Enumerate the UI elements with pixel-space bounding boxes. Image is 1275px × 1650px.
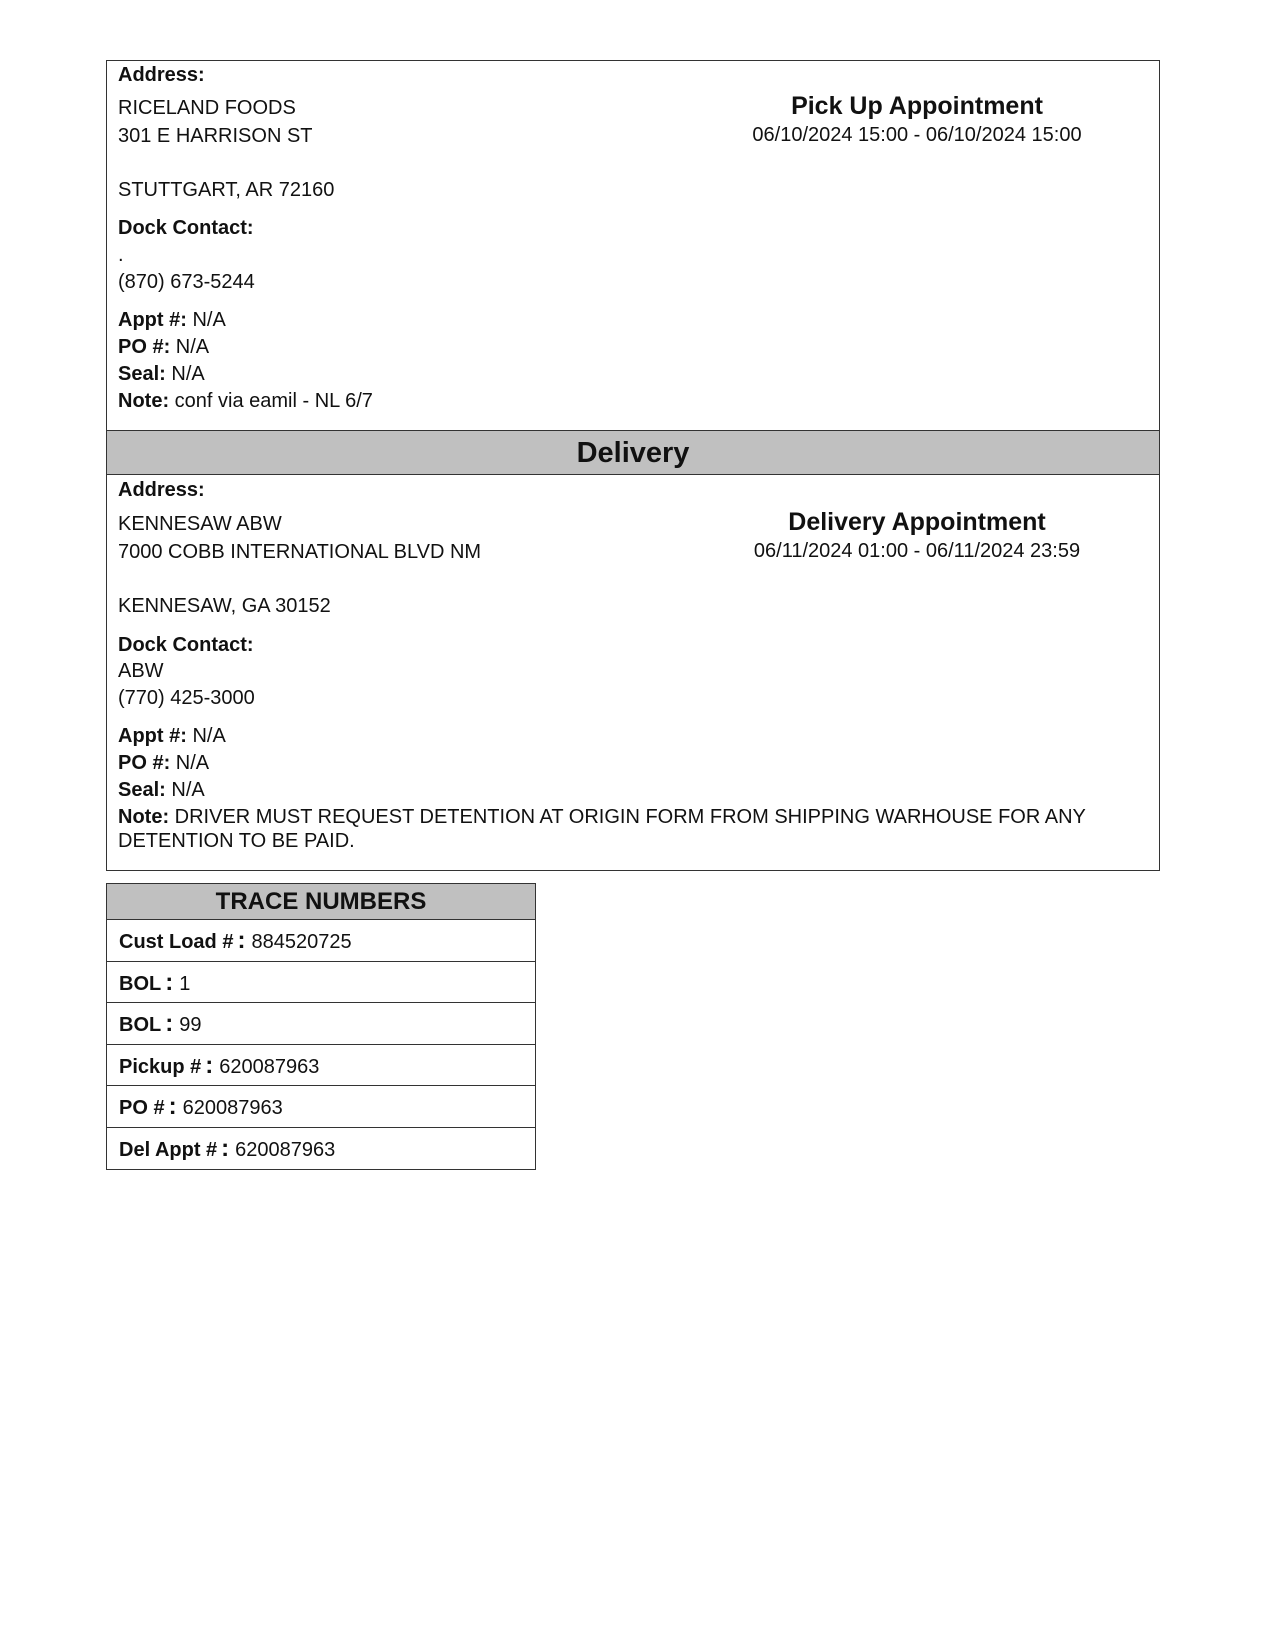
delivery-header: Delivery — [107, 431, 1159, 475]
delivery-name: KENNESAW ABW — [118, 513, 282, 535]
trace-numbers-header: TRACE NUMBERS — [107, 884, 535, 920]
pickup-dock-contact-name: . — [118, 244, 124, 266]
trace-value: 620087963 — [182, 1097, 283, 1119]
trace-row: PO # : 620087963 — [107, 1086, 535, 1128]
delivery-appt-number-label: Appt #: — [118, 725, 187, 747]
pickup-street: 301 E HARRISON ST — [118, 125, 313, 147]
pickup-seal — [118, 362, 205, 386]
delivery-note — [118, 805, 1148, 853]
delivery-appointment-time: 06/11/2024 01:00 - 06/11/2024 23:59 — [753, 540, 1081, 562]
delivery-note-value: DRIVER MUST REQUEST DETENTION AT ORIGIN FORM FROM SHIPPING WARHOUSE FOR ANY DETENTION TO BE PAID. — [118, 806, 1086, 852]
trace-label: BOL — [119, 1014, 162, 1036]
pickup-po-value: N/A — [170, 336, 210, 358]
pickup-appointment-title: Pick Up Appointment — [791, 92, 1043, 120]
trace-label: PO # — [119, 1097, 165, 1119]
delivery-dock-contact-name: ABW — [118, 660, 164, 682]
trace-value: 884520725 — [251, 931, 352, 953]
delivery-appt-number — [118, 724, 226, 748]
pickup-section — [106, 60, 1160, 432]
trace-value: 99 — [179, 1014, 202, 1036]
pickup-appt-number — [118, 308, 226, 332]
trace-label: BOL — [119, 972, 162, 995]
delivery-street: 7000 COBB INTERNATIONAL BLVD NM — [118, 541, 482, 563]
delivery-note-label: Note: — [118, 806, 170, 828]
pickup-appt-number-value: N/A — [186, 309, 226, 331]
pickup-note-label: Note: — [118, 390, 170, 412]
trace-row: Pickup # : 620087963 — [107, 1045, 535, 1087]
delivery-city: KENNESAW, GA 30152 — [118, 595, 331, 617]
trace-row: Cust Load # : 884520725 — [107, 920, 535, 962]
trace-row: BOL : 1 — [107, 962, 535, 1004]
pickup-seal-label: Seal: — [118, 363, 166, 385]
pickup-po-number — [118, 335, 209, 359]
delivery-address-label: Address: — [118, 479, 205, 501]
delivery-dock-contact-label: Dock Contact: — [118, 634, 254, 656]
trace-label: Del Appt # — [119, 1138, 218, 1161]
pickup-city: STUTTGART, AR 72160 — [118, 179, 335, 201]
pickup-appointment-time: 06/10/2024 15:00 - 06/10/2024 15:00 — [752, 124, 1082, 146]
trace-value: 620087963 — [219, 1055, 320, 1078]
pickup-note-value: conf via eamil - NL 6/7 — [169, 390, 373, 412]
trace-row: Del Appt # : 620087963 — [119, 1134, 336, 1162]
trace-value: 620087963 — [235, 1138, 336, 1161]
pickup-address-label: Address: — [118, 64, 205, 86]
delivery-po-label: PO #: — [118, 752, 171, 774]
delivery-seal-label: Seal: — [118, 779, 166, 801]
delivery-appointment-title: Delivery Appointment — [788, 508, 1046, 536]
delivery-dock-contact-phone: (770) 425-3000 — [118, 687, 255, 709]
pickup-dock-contact-phone: (870) 673-5244 — [118, 271, 255, 293]
delivery-appt-number-value: N/A — [186, 725, 226, 747]
delivery-po-number — [118, 751, 209, 775]
trace-row: BOL : 99 — [107, 1003, 535, 1045]
delivery-section — [106, 430, 1160, 871]
pickup-seal-value: N/A — [165, 363, 205, 385]
trace-label: Cust Load # — [119, 931, 234, 953]
pickup-po-label: PO #: — [118, 336, 171, 358]
delivery-po-value: N/A — [170, 752, 210, 774]
pickup-dock-contact-label: Dock Contact: — [118, 217, 254, 239]
trace-label: Pickup # — [119, 1055, 202, 1078]
delivery-seal — [118, 778, 205, 802]
trace-numbers-table — [106, 883, 536, 1170]
trace-value: 1 — [179, 972, 191, 995]
pickup-appt-number-label: Appt #: — [118, 309, 187, 331]
delivery-seal-value: N/A — [165, 779, 205, 801]
pickup-name: RICELAND FOODS — [118, 97, 296, 119]
pickup-note — [118, 389, 373, 413]
